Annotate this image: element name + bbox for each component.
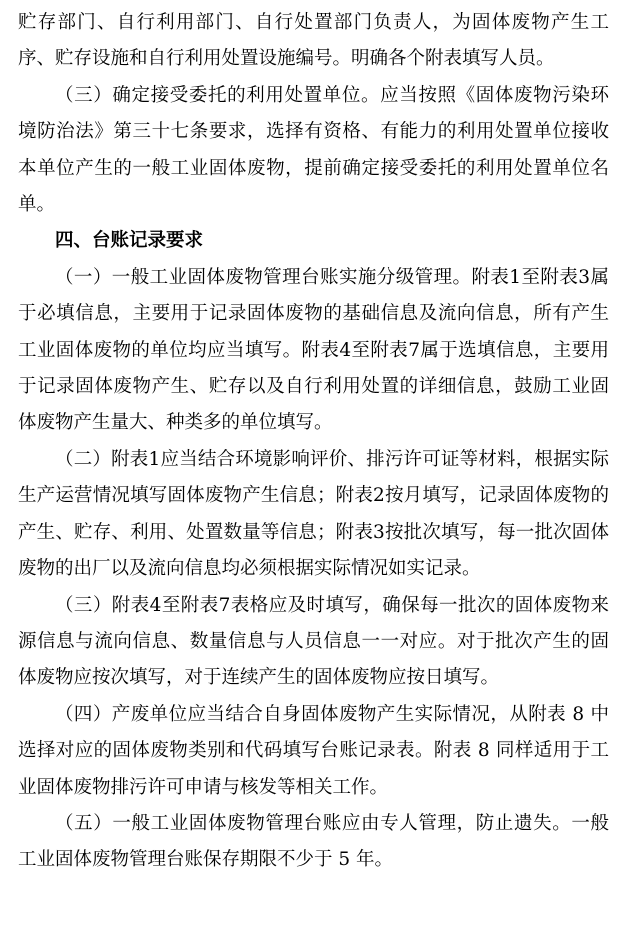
paragraph-section-4-2: （二）附表1应当结合环境影响评价、排污许可证等材料，根据实际生产运营情况填写固体废物产生信息；附表2按月填写，记录固体废物的产生、贮存、利用、处置数量等信息；附表3按批次填写，每一批次固体废物的出厂以及流向信息均必须根据实际情况如实记录。 bbox=[18, 448, 609, 580]
paragraph-section-4-5: （五）一般工业固体废物管理台账应由专人管理，防止遗失。一般工业固体废物管理台账保存期限不少于 5 年。 bbox=[18, 812, 609, 871]
paragraph-section-4-3: （三）附表4至附表7表格应及时填写，确保每一批次的固体废物来源信息与流向信息、数量信息与人员信息一一对应。对于批次产生的固体废物应按次填写，对于连续产生的固体废物应按日填写。 bbox=[18, 594, 609, 689]
paragraph-section-4-1: （一）一般工业固体废物管理台账实施分级管理。附表1至附表3属于必填信息，主要用于记录固体废物的基础信息及流向信息，所有产生工业固体废物的单位均应当填写。附表4至附表7属于选填信息，主要用于记录固体废物产生、贮存以及自行利用处置的详细信息，鼓励工业固体废物产生量大、种类多的单位填写。 bbox=[18, 266, 609, 434]
paragraph-section-3-3: （三）确定接受委托的利用处置单位。应当按照《固体废物污染环境防治法》第三十七条要求，选择有资格、有能力的利用处置单位接收本单位产生的一般工业固体废物，提前确定接受委托的利用处置单位名单。 bbox=[18, 84, 609, 216]
section-heading-4: 四、台账记录要求 bbox=[55, 230, 204, 252]
paragraph-section-4-4: （四）产废单位应当结合自身固体废物产生实际情况，从附表 8 中选择对应的固体废物类别和代码填写台账记录表。附表 8 同样适用于工业固体废物排污许可申请与核发等相关工作。 bbox=[18, 703, 609, 798]
paragraph-continuation: 贮存部门、自行利用部门、自行处置部门负责人，为固体废物产生工序、贮存设施和自行利用处置设施编号。明确各个附表填写人员。 bbox=[18, 12, 609, 70]
